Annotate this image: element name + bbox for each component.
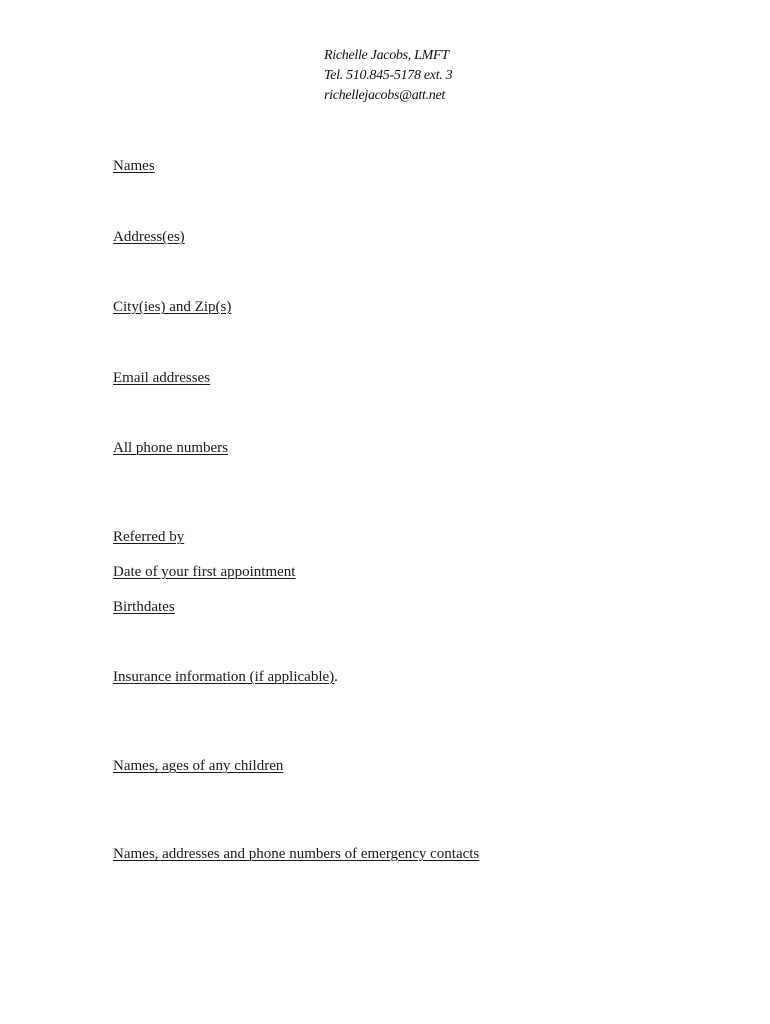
field-children-label: Names, ages of any children: [113, 758, 284, 774]
field-first-appointment: [113, 563, 295, 581]
field-birthdates-label: Birthdates: [113, 599, 175, 615]
field-phone-numbers: [113, 439, 228, 457]
field-addresses: [113, 228, 185, 246]
field-names: [113, 157, 155, 175]
field-addresses-label: Address(es): [113, 229, 185, 245]
field-first-appointment-label: Date of your first appointment: [113, 564, 296, 580]
field-insurance: [113, 668, 338, 686]
letterhead: [324, 46, 452, 106]
field-children: [113, 757, 283, 775]
field-insurance-period: .: [334, 669, 338, 685]
therapist-phone: Tel. 510.845-5178 ext. 3: [324, 68, 453, 83]
field-insurance-label: Insurance information (if applicable): [113, 669, 335, 685]
field-email-addresses: [113, 369, 210, 387]
field-names-label: Names: [113, 158, 155, 174]
field-cities-zips-label: City(ies) and Zip(s): [113, 299, 232, 315]
field-birthdates: [113, 598, 175, 616]
field-cities-zips: [113, 298, 231, 316]
therapist-name: Richelle Jacobs, LMFT: [324, 48, 449, 63]
field-email-addresses-label: Email addresses: [113, 370, 211, 386]
field-emergency-contacts-label: Names, addresses and phone numbers of emergency contacts: [113, 846, 480, 862]
field-referred-by-label: Referred by: [113, 529, 185, 545]
therapist-email: richellejacobs@att.net: [324, 88, 445, 103]
field-emergency-contacts: [113, 845, 479, 863]
field-phone-numbers-label: All phone numbers: [113, 440, 228, 456]
field-referred-by: [113, 528, 184, 546]
